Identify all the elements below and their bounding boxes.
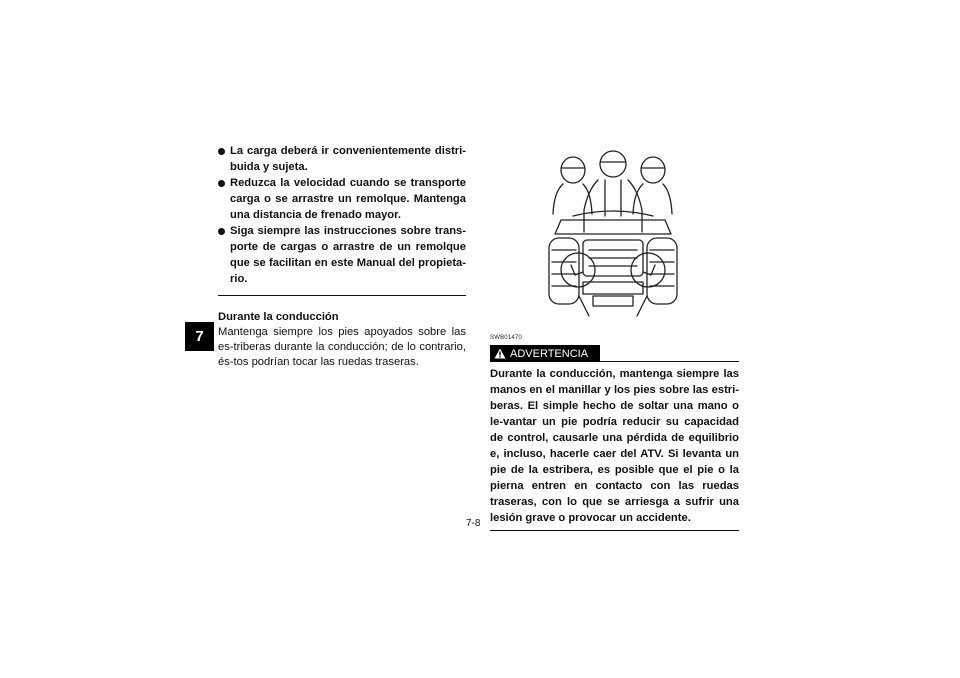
chapter-tab: 7: [185, 322, 214, 351]
warning-label: ADVERTENCIA: [510, 347, 589, 360]
list-item: [218, 223, 466, 287]
divider: [490, 530, 739, 531]
bullet-icon: [218, 148, 225, 155]
warning-code: SWB01470: [490, 335, 522, 341]
divider: [218, 295, 466, 296]
bullet-icon: [218, 180, 225, 187]
bullet-text: Reduzca la velocidad cuando se transporte carga o se arrastre un remolque. Mantenga una distancia de frenado mayor.: [230, 177, 466, 221]
page-number: 7-8: [466, 518, 481, 529]
list-item: [218, 143, 466, 175]
section-body: Mantenga siempre los pies apoyados sobre las es-triberas durante la conducción; de lo contrario, és-tos podrían tocar las ruedas traseras.: [218, 326, 466, 368]
atv-riders-illustration: [543, 150, 693, 328]
right-column: [490, 335, 739, 531]
warning-badge: [490, 345, 600, 362]
warning-triangle-icon: [494, 348, 506, 359]
section-title: Durante la conducción: [218, 311, 339, 323]
left-column: [218, 143, 466, 370]
bullet-text: Siga siempre las instrucciones sobre trans-porte de cargas o arrastre de un remolque que se facilitan en este Manual del propieta-rio.: [230, 225, 466, 285]
bullet-text: La carga deberá ir convenientemente distri-buida y sujeta.: [230, 145, 466, 173]
bullet-icon: [218, 228, 225, 235]
warning-header: [490, 343, 739, 362]
warning-header-rule: [600, 361, 739, 362]
safety-bullet-list: [218, 143, 466, 287]
list-item: [218, 175, 466, 223]
warning-text: Durante la conducción, mantenga siempre las manos en el manillar y los pies sobre las estri-beras. El simple hecho de soltar una mano o le-vantar un pie podría reducir su capacidad de control, causarle una pérdida de equilibrio e, incluso, hacerle caer del ATV. Si levanta un pie de la estribera, es posible que el pie o la pierna entren en contacto con las ruedas traseras, con lo que se arriesga a sufrir una lesión grave o provocar un accidente.: [490, 368, 739, 524]
